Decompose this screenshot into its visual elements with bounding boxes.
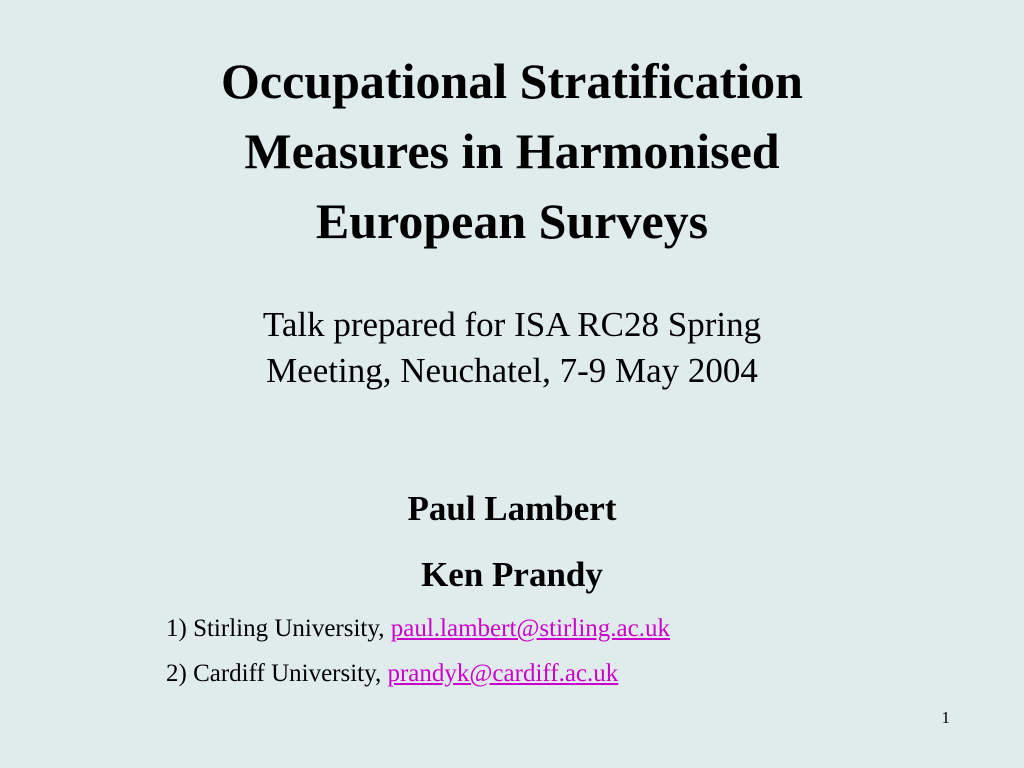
author-name: Ken Prandy (421, 555, 603, 594)
affiliation-text: 2) Cardiff University, (166, 660, 388, 687)
slide-title-line-1: Occupational Stratification (221, 53, 803, 109)
slide-subtitle (0, 302, 1024, 394)
slide-title-line-3: European Surveys (315, 193, 709, 249)
affiliation-text: 1) Stirling University, (166, 615, 391, 642)
author-name: Paul Lambert (407, 489, 617, 528)
email-link[interactable]: paul.lambert@stirling.ac.uk (390, 615, 670, 642)
affiliation-line (166, 613, 670, 645)
page-number: 1 (941, 708, 950, 727)
slide-title (0, 46, 1024, 256)
slide-subtitle-line-2: Meeting, Neuchatel, 7-9 May 2004 (266, 351, 758, 390)
affiliation-line (166, 658, 618, 690)
slide-subtitle-line-1: Talk prepared for ISA RC28 Spring (262, 305, 762, 344)
email-link[interactable]: prandyk@cardiff.ac.uk (387, 660, 619, 687)
slide-title-line-2: Measures in Harmonised (244, 123, 780, 179)
